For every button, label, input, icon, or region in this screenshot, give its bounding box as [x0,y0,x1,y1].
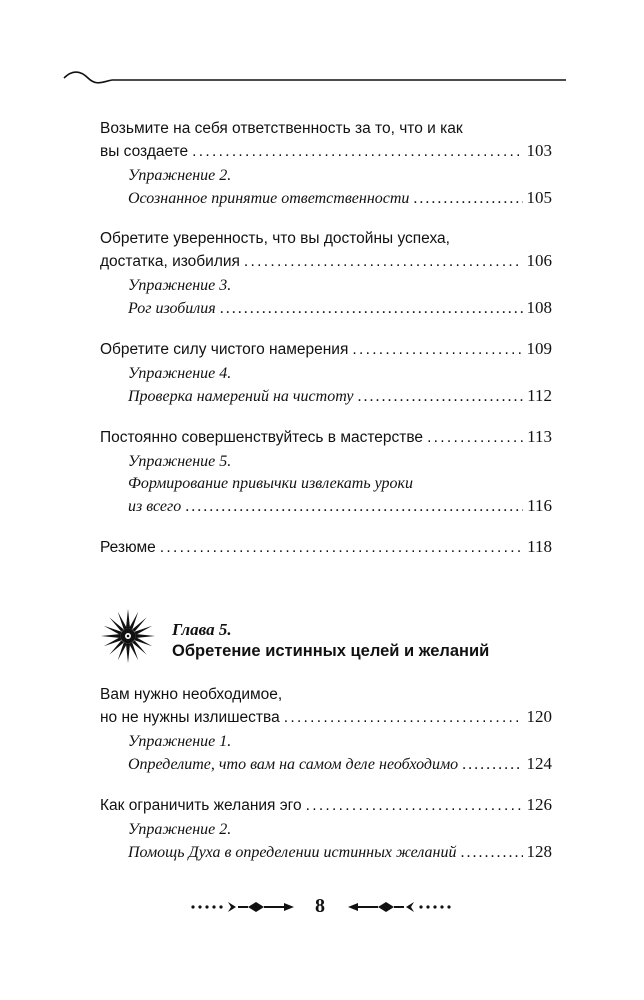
toc-entry-title: Постоянно совершенствуйтесь в мастерстве [100,429,424,446]
toc-page-number: 103 [526,141,552,160]
toc-entry-title: Обретите силу чистого намерения [100,341,349,358]
leader-dots [460,842,522,864]
toc-entry[interactable] [100,228,552,273]
toc-page-number: 120 [526,707,552,726]
toc-page-number: 113 [527,427,552,446]
exercise-label: Упражнение 2. [128,821,232,838]
toc-page-number: 118 [527,537,552,556]
toc-page-number: 109 [526,339,552,358]
toc-entry-title-cont: но не нужны излишества [100,709,280,726]
ornament-right-icon [340,901,452,913]
toc-exercise[interactable] [100,819,552,864]
exercise-title: Рог изобилия [128,300,216,317]
leader-dots [244,251,523,273]
leader-dots [160,537,523,559]
exercise-title: Формирование привычки извлекать уроки [128,475,414,492]
toc-section-bottom [100,684,552,864]
toc-page-number: 124 [526,754,552,773]
toc-entry-title-cont: достатка, изобилия [100,253,240,270]
toc-entry-title-cont: вы создаете [100,143,189,160]
leader-dots [462,754,522,776]
chapter-label: Глава 5. [172,620,232,639]
header-rule-ornament [62,68,568,88]
exercise-title: Осознанное принятие ответственности [128,190,410,207]
toc-entry[interactable] [100,426,552,449]
toc-exercise[interactable] [100,165,552,210]
chapter-title: Обретение истинных целей и желаний [172,642,490,660]
toc-entry[interactable] [100,794,552,817]
toc-section-top [100,118,552,559]
page-number: 8 [315,895,325,917]
toc-entry-title: Как ограничить желания эго [100,797,302,814]
leader-dots [352,339,522,361]
toc-page-number: 112 [527,386,552,405]
toc-entry-title: Резюме [100,539,156,556]
exercise-label: Упражнение 4. [128,365,232,382]
leader-dots [192,141,522,163]
exercise-title: Помощь Духа в определении истинных желаний [128,844,457,861]
exercise-label: Упражнение 1. [128,733,232,750]
leader-dots [306,795,523,817]
leader-dots [427,427,523,449]
toc-entry[interactable] [100,338,552,361]
leader-dots [185,496,523,518]
toc-entry-title: Обретите уверенность, что вы достойны успеха, [100,230,450,247]
toc-page-number: 105 [526,188,552,207]
toc-entry[interactable] [100,536,552,559]
toc-entry[interactable] [100,684,552,729]
exercise-title: Проверка намерений на чистоту [128,388,354,405]
ornament-left-icon [190,901,302,913]
toc-page-number: 116 [527,496,552,515]
leader-dots [413,188,522,210]
exercise-label: Упражнение 2. [128,167,232,184]
toc-exercise[interactable] [100,731,552,776]
exercise-label: Упражнение 5. [128,453,232,470]
star-burst-icon [100,608,156,664]
toc-exercise[interactable] [100,451,552,518]
leader-dots [357,386,523,408]
toc-page-number: 108 [526,298,552,317]
exercise-label: Упражнение 3. [128,277,232,294]
page-footer [190,895,450,919]
toc-page-number: 126 [526,795,552,814]
toc-page-number: 106 [526,251,552,270]
leader-dots [284,707,523,729]
toc-entry[interactable] [100,118,552,163]
leader-dots [220,298,523,320]
toc-entry-title: Возьмите на себя ответственность за то, что и как [100,120,463,137]
exercise-title-cont: из всего [128,498,182,515]
toc-exercise[interactable] [100,363,552,408]
exercise-title: Определите, что вам на самом деле необходимо [128,756,459,773]
toc-page-number: 128 [526,842,552,861]
toc-entry-title: Вам нужно необходимое, [100,686,283,703]
toc-exercise[interactable] [100,275,552,320]
chapter-heading [100,600,560,670]
